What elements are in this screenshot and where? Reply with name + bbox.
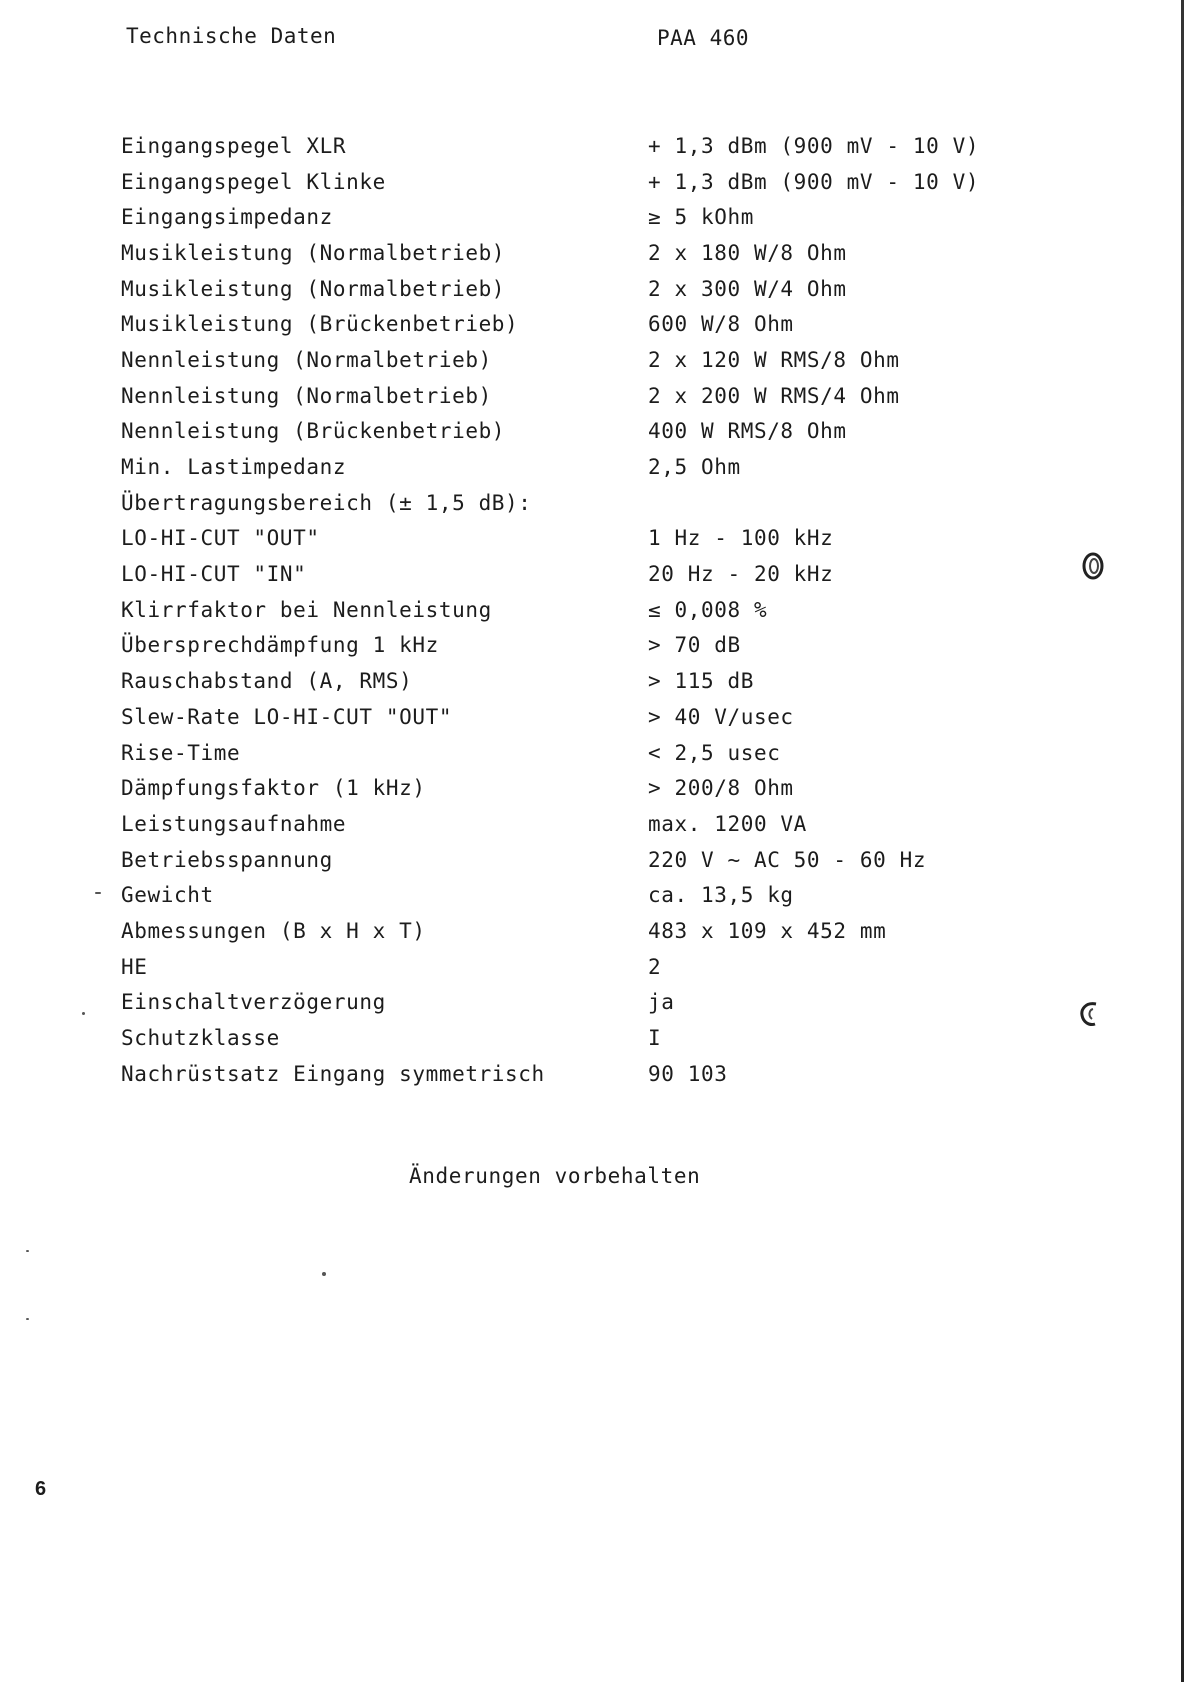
spec-value: + 1,3 dBm (900 mV - 10 V)	[648, 133, 980, 158]
scan-speck	[26, 1318, 29, 1320]
spec-label: Eingangspegel Klinke	[121, 169, 386, 194]
spec-label: Nennleistung (Normalbetrieb)	[121, 383, 492, 408]
spec-label: Nennleistung (Brückenbetrieb)	[121, 419, 506, 444]
spec-label: Eingangspegel XLR	[121, 133, 347, 158]
spec-row	[118, 128, 998, 164]
spec-row	[118, 985, 998, 1021]
spec-value: 2 x 120 W RMS/8 Ohm	[648, 347, 900, 372]
spec-value: 2	[648, 954, 662, 979]
scan-speck	[95, 892, 101, 894]
spec-row	[118, 1020, 998, 1056]
punch-hole-icon	[1082, 552, 1104, 580]
spec-label: HE	[121, 954, 148, 979]
spec-label: Min. Lastimpedanz	[121, 455, 347, 480]
spec-value: + 1,3 dBm (900 mV - 10 V)	[648, 169, 980, 194]
spec-label: LO-HI-CUT "OUT"	[121, 526, 320, 551]
spec-value: 483 x 109 x 452 mm	[648, 918, 887, 943]
spec-row	[118, 699, 998, 735]
spec-row	[118, 949, 998, 985]
spec-label: Slew-Rate LO-HI-CUT "OUT"	[121, 704, 453, 729]
spec-label: Abmessungen (B x H x T)	[121, 918, 426, 943]
spec-label: Rise-Time	[121, 740, 241, 765]
spec-row	[118, 199, 998, 235]
spec-row	[118, 735, 998, 771]
scan-speck	[26, 1250, 29, 1252]
spec-label: LO-HI-CUT "IN"	[121, 562, 307, 587]
spec-value: 400 W RMS/8 Ohm	[648, 419, 847, 444]
footer-note: Änderungen vorbehalten	[409, 1164, 701, 1188]
spec-value: 1 Hz - 100 kHz	[648, 526, 834, 551]
spec-value: 20 Hz - 20 kHz	[648, 562, 834, 587]
spec-row	[118, 414, 998, 450]
scan-speck	[82, 1012, 85, 1015]
spec-value: > 200/8 Ohm	[648, 776, 794, 801]
spec-value: 220 V ~ AC 50 - 60 Hz	[648, 847, 927, 872]
spec-value: > 40 V/usec	[648, 704, 794, 729]
spec-label: Nennleistung (Normalbetrieb)	[121, 347, 492, 372]
spec-row	[118, 342, 998, 378]
spec-value: 2 x 300 W/4 Ohm	[648, 276, 847, 301]
page-edge-line	[1181, 0, 1184, 1682]
spec-row	[118, 806, 998, 842]
spec-value: 2,5 Ohm	[648, 455, 741, 480]
spec-value: < 2,5 usec	[648, 740, 781, 765]
spec-label: Übertragungsbereich (± 1,5 dB):	[121, 490, 532, 515]
spec-label: Einschaltverzögerung	[121, 990, 386, 1015]
spec-row	[118, 521, 998, 557]
spec-label: Dämpfungsfaktor (1 kHz)	[121, 776, 426, 801]
spec-row	[118, 306, 998, 342]
spec-row	[118, 271, 998, 307]
spec-row	[118, 592, 998, 628]
spec-label: Musikleistung (Normalbetrieb)	[121, 240, 506, 265]
spec-value: 90 103	[648, 1061, 728, 1086]
spec-row	[118, 628, 998, 664]
scan-speck	[322, 1272, 326, 1276]
page-title: Technische Daten	[126, 24, 337, 48]
spec-row	[118, 842, 998, 878]
spec-value: ja	[648, 990, 675, 1015]
spec-value: 600 W/8 Ohm	[648, 312, 794, 337]
spec-label: Gewicht	[121, 883, 214, 908]
spec-label: Leistungsaufnahme	[121, 811, 347, 836]
spec-label: Musikleistung (Brückenbetrieb)	[121, 312, 519, 337]
spec-value: max. 1200 VA	[648, 811, 807, 836]
spec-row	[118, 164, 998, 200]
spec-row	[118, 877, 998, 913]
spec-label: Übersprechdämpfung 1 kHz	[121, 633, 439, 658]
spec-row	[118, 1056, 998, 1092]
spec-row	[118, 770, 998, 806]
spec-label: Betriebsspannung	[121, 847, 333, 872]
spec-row	[118, 449, 998, 485]
spec-value: > 115 dB	[648, 669, 754, 694]
spec-value: ca. 13,5 kg	[648, 883, 794, 908]
spec-row	[118, 663, 998, 699]
page-number: 6	[35, 1478, 47, 1500]
spec-value: ≤ 0,008 %	[648, 597, 768, 622]
spec-row	[118, 485, 998, 521]
spec-value: ≥ 5 kOhm	[648, 205, 754, 230]
model-name: PAA 460	[657, 26, 750, 50]
spec-label: Eingangsimpedanz	[121, 205, 333, 230]
spec-label: Rauschabstand (A, RMS)	[121, 669, 413, 694]
spec-row	[118, 913, 998, 949]
spec-row	[118, 235, 998, 271]
spec-row	[118, 378, 998, 414]
spec-table	[118, 128, 998, 1092]
spec-value: 2 x 180 W/8 Ohm	[648, 240, 847, 265]
spec-label: Schutzklasse	[121, 1026, 280, 1051]
spec-value: 2 x 200 W RMS/4 Ohm	[648, 383, 900, 408]
spec-row	[118, 556, 998, 592]
spec-label: Nachrüstsatz Eingang symmetrisch	[121, 1061, 545, 1086]
spec-label: Klirrfaktor bei Nennleistung	[121, 597, 492, 622]
spec-label: Musikleistung (Normalbetrieb)	[121, 276, 506, 301]
spec-value: I	[648, 1026, 662, 1051]
punch-hole-icon	[1079, 1000, 1101, 1028]
spec-value: > 70 dB	[648, 633, 741, 658]
